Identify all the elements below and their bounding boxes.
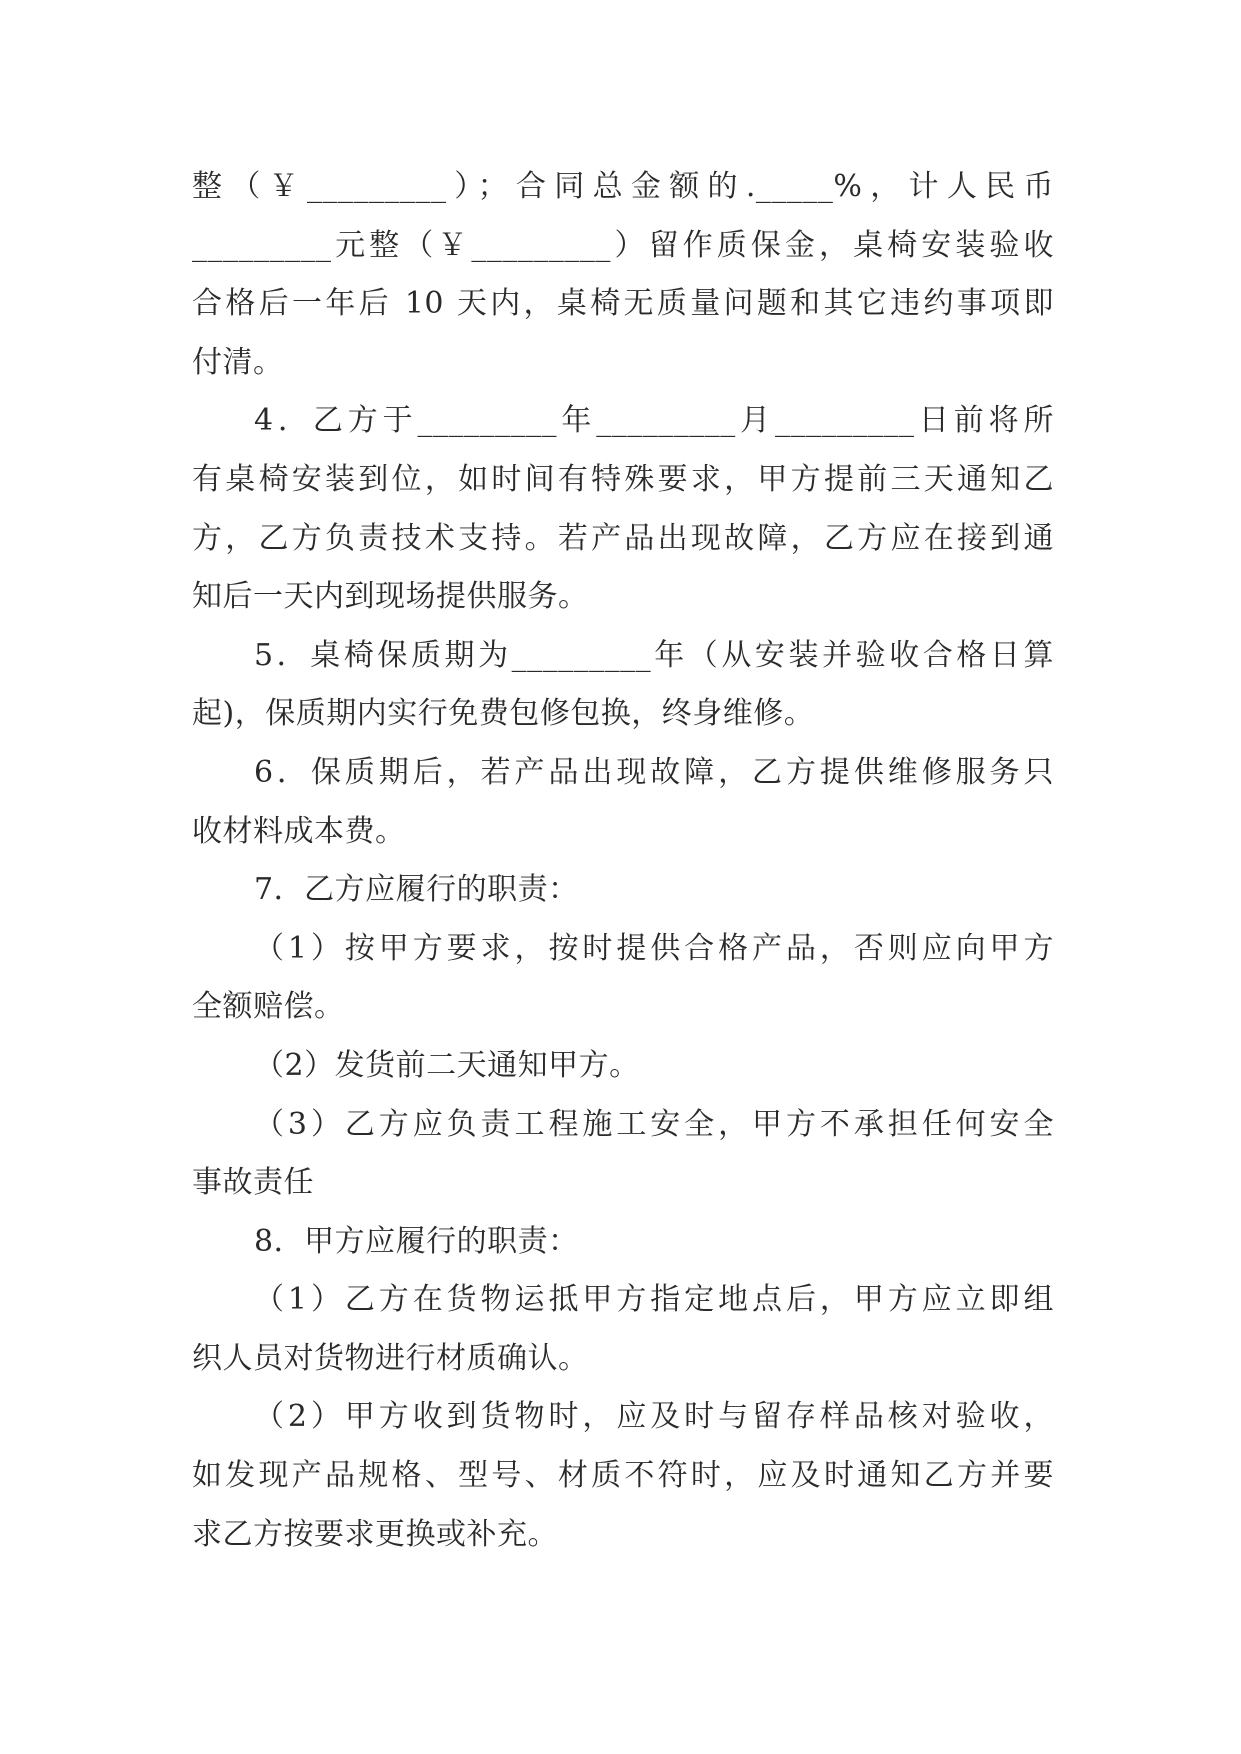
clause-7-heading: 7．乙方应履行的职责： (254, 872, 579, 908)
text-line: 整（￥_________）；合同总金额的._____%，计人民币 (192, 169, 1054, 204)
text-line: 如发现产品规格、型号、材质不符时，应及时通知乙方并要 (192, 1458, 1054, 1494)
clause-7-2-line: （2）发货前二天通知甲方。 (254, 1047, 640, 1083)
clause-8-1-line: （1）乙方在货物运抵甲方指定地点后，甲方应立即组 (254, 1282, 1054, 1318)
clause-7-3-line: （3）乙方应负责工程施工安全，甲方不承担任何安全 (254, 1106, 1054, 1142)
text-line: 收材料成本费。 (192, 813, 406, 849)
contract-page-body (192, 158, 1054, 1564)
text-line: 织人员对货物进行材质确认。 (192, 1340, 589, 1376)
text-line: 付清。 (192, 344, 284, 380)
clause-8-2-line: （2）甲方收到货物时，应及时与留存样品核对验收， (254, 1399, 1054, 1435)
text-line: 求乙方按要求更换或补充。 (192, 1516, 558, 1552)
text-line: 有桌椅安装到位，如时间有特殊要求，甲方提前三天通知乙 (192, 461, 1054, 497)
text-line: 起)，保质期内实行免费包修包换，终身维修。 (192, 696, 815, 732)
clause-4-line: 4．乙方于_________年_________月_________日前将所 (254, 403, 1054, 439)
text-line: 事故责任 (192, 1165, 314, 1201)
clause-6-line: 6．保质期后，若产品出现故障，乙方提供维修服务只 (254, 754, 1054, 790)
text-line: 知后一天内到现场提供服务。 (192, 579, 589, 615)
clause-8-heading: 8．甲方应履行的职责： (254, 1223, 579, 1259)
text-line: 全额赔偿。 (192, 989, 345, 1025)
clause-5-line: 5．桌椅保质期为_________年（从安装并验收合格日算 (254, 637, 1054, 673)
text-line: _________元整（￥_________）留作质保金，桌椅安装验收 (192, 227, 1054, 263)
text-line: 合格后一年后 10 天内，桌椅无质量问题和其它违约事项即 (192, 286, 1054, 322)
clause-7-1-line: （1）按甲方要求，按时提供合格产品，否则应向甲方 (254, 930, 1054, 966)
text-line: 方，乙方负责技术支持。若产品出现故障，乙方应在接到通 (192, 520, 1054, 556)
